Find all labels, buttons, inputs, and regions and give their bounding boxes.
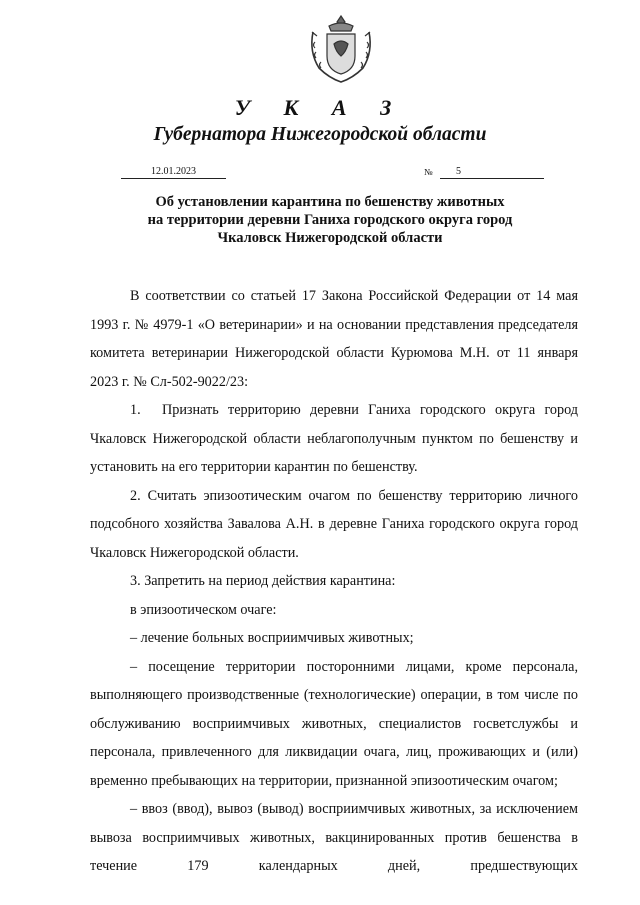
item-number: 1. — [130, 402, 141, 418]
paragraph-item-2: 2. Считать эпизоотическим очагом по бешенству территорию личного подсобного хозяйства Завалова А.Н. в деревне Ганиха городского округа город Чкаловск Нижегородской области. — [90, 487, 578, 561]
paragraph-list-item: – лечение больных восприимчивых животных; — [130, 630, 414, 646]
paragraph-item-1 — [90, 396, 578, 482]
heading-line: Об установлении карантина по бешенству животных — [155, 194, 505, 210]
document-body — [90, 282, 578, 881]
document-subtitle: Губернатора Нижегородской области — [153, 124, 487, 145]
item-text: Признать территорию деревни Ганиха городского округа город Чкаловск Нижегородской области неблагополучным пунктом по бешенству и установить на его территории карантин по бешенству. — [90, 402, 578, 475]
document-number: 5 — [456, 166, 461, 177]
coat-of-arms-icon — [307, 12, 375, 84]
paragraph-subheading: в эпизоотическом очаге: — [130, 601, 277, 618]
document-date: 12.01.2023 — [121, 166, 226, 179]
heading-line: Чкаловск Нижегородской области — [217, 230, 443, 246]
document-heading — [100, 193, 560, 247]
document-number-label: № — [424, 167, 433, 177]
heading-line: на территории деревни Ганиха городского округа город — [147, 212, 513, 228]
paragraph-preamble: В соответствии со статьей 17 Закона Российской Федерации от 14 мая 1993 г. № 4979-1 «О ветеринарии» и на основании представления председателя комитета ветеринарии Нижегородской области Курюмова М.Н. от 11 января 2023 г. № Сл-502-9022/23: — [90, 288, 578, 390]
paragraph-item-3: 3. Запретить на период действия карантина: — [130, 573, 396, 589]
paragraph-list-item: – ввоз (ввод), вывоз (вывод) восприимчивых животных, за исключением вывоза восприимчивых животных, вакцинированных против бешенства в течение 179 календарных дней, предшествующих — [90, 801, 578, 874]
document-number-field — [440, 166, 544, 179]
paragraph-list-item: – посещение территории посторонними лицами, кроме персонала, выполняющего производственные (технологические) операции, в том числе по обслуживанию восприимчивых животных, специалистов госветслужбы и персонала, привлеченного для ликвидации очага, лиц, проживающих и (или) временно пребывающих на территории, признанной эпизоотическим очагом; — [90, 658, 578, 789]
document-title: У К А З — [234, 95, 406, 120]
